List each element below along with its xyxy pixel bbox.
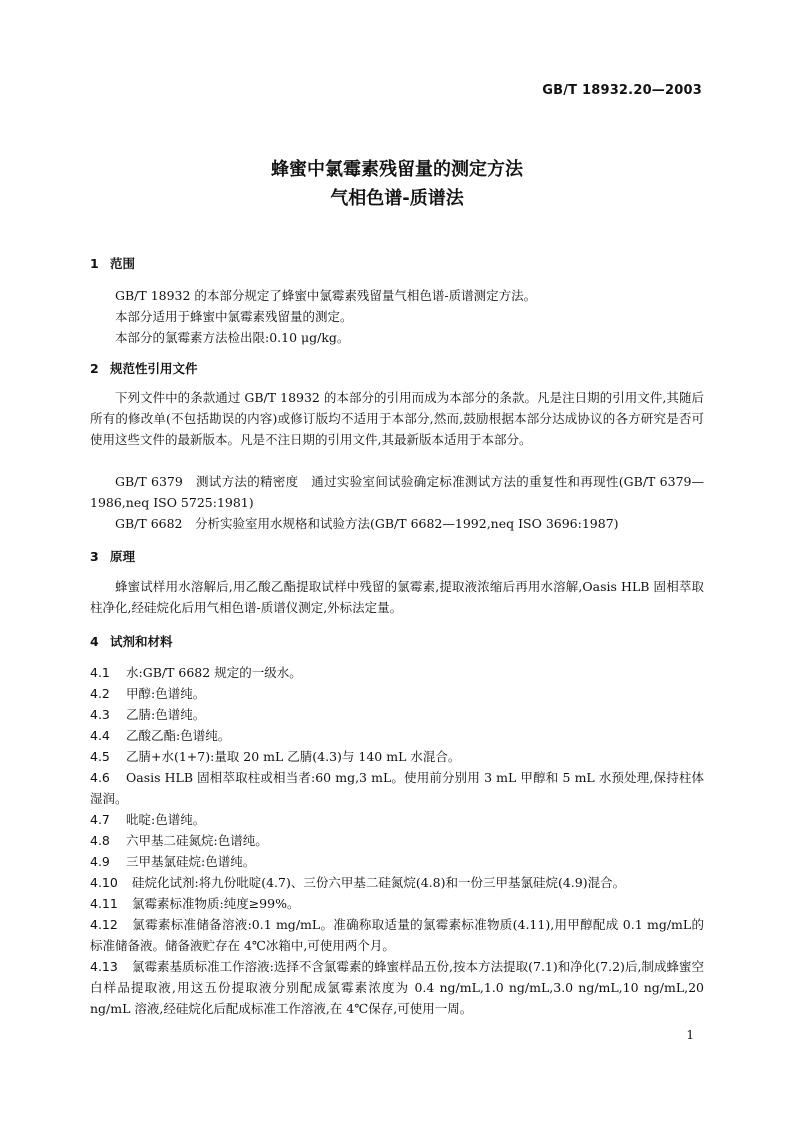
document-subtitle: 气相色谱-质谱法	[330, 188, 464, 209]
reagent-item	[90, 683, 704, 704]
reagent-item	[90, 914, 704, 956]
section-title: 试剂和材料	[110, 634, 173, 649]
section-title: 规范性引用文件	[110, 361, 198, 376]
reagent-text: 氯霉素基质标准工作溶液:选择不含氯霉素的蜂蜜样品五份,按本方法提取(7.1)和净化(7.2)后,制成蜂蜜空白样品提取液,用这五份提取液分别配成氯霉素浓度为 0.4 ng/mL,1.0 ng/mL,3.0 ng/mL,10 ng/mL,20 ng/mL 溶液,经硅烷化后配成标准工作溶液,在 4℃保存,可使用一周。	[90, 959, 704, 1016]
reagent-item	[90, 725, 704, 746]
reagent-number: 4.10	[90, 875, 118, 890]
reagent-item	[90, 746, 704, 767]
section-4-heading	[90, 632, 173, 650]
reference-item: GB/T 6682 分析实验室用水规格和试验方法(GB/T 6682—1992,neq ISO 3696:1987)	[115, 516, 619, 531]
scope-line: 本部分的氯霉素方法检出限:0.10 μg/kg。	[115, 330, 350, 345]
reagent-item	[90, 809, 704, 830]
reagent-text: 硅烷化试剂:将九份吡啶(4.7)、三份六甲基二硅氮烷(4.8)和一份三甲基氯硅烷(4.9)混合。	[132, 875, 626, 890]
reagent-number: 4.11	[90, 896, 118, 911]
reagent-number: 4.8	[90, 833, 110, 848]
reagent-number: 4.3	[90, 707, 110, 722]
reagent-text: 乙酸乙酯:色谱纯。	[126, 728, 231, 743]
reagent-number: 4.9	[90, 854, 110, 869]
reagent-text: 水:GB/T 6682 规定的一级水。	[126, 665, 302, 680]
reagent-text: 氯霉素标准储备溶液:0.1 mg/mL。准确称取适量的氯霉素标准物质(4.11),用甲醇配成 0.1 mg/mL的标准储备液。储备液贮存在 4℃冰箱中,可使用两个月。	[90, 917, 704, 953]
reagent-item	[90, 662, 704, 683]
standard-number: GB/T 18932.20—2003	[542, 83, 702, 98]
reagent-number: 4.6	[90, 770, 110, 785]
section-number: 2	[90, 361, 99, 376]
scope-line: GB/T 18932 的本部分规定了蜂蜜中氯霉素残留量气相色谱-质谱测定方法。	[115, 288, 537, 303]
reference-item: GB/T 6379 测试方法的精密度 通过实验室间试验确定标准测试方法的重复性和再现性(GB/T 6379—1986,neq ISO 5725:1981)	[90, 474, 704, 510]
reagent-item	[90, 956, 704, 1019]
reagent-number: 4.4	[90, 728, 110, 743]
reagent-item	[90, 851, 704, 872]
reagent-text: 氯霉素标准物质:纯度≥99%。	[132, 896, 300, 911]
reagent-number: 4.2	[90, 686, 110, 701]
reagent-number: 4.13	[90, 959, 118, 974]
scope-line: 本部分适用于蜂蜜中氯霉素残留量的测定。	[115, 309, 353, 324]
section-title: 范围	[110, 256, 136, 271]
reagent-number: 4.1	[90, 665, 110, 680]
section-3-heading	[90, 547, 135, 565]
reagent-text: 乙腈+水(1+7):量取 20 mL 乙腈(4.3)与 140 mL 水混合。	[126, 749, 461, 764]
section-2-heading	[90, 359, 198, 377]
reagent-number: 4.12	[90, 917, 118, 932]
section-number: 3	[90, 549, 99, 564]
reagent-number: 4.5	[90, 749, 110, 764]
reagent-text: 甲醇:色谱纯。	[126, 686, 206, 701]
document-title: 蜂蜜中氯霉素残留量的测定方法	[271, 159, 523, 180]
reagent-item	[90, 893, 704, 914]
principle-paragraph: 蜂蜜试样用水溶解后,用乙酸乙酯提取试样中残留的氯霉素,提取液浓缩后再用水溶解,Oasis HLB 固相萃取柱净化,经硅烷化后用气相色谱-质谱仪测定,外标法定量。	[90, 579, 704, 615]
reagent-number: 4.7	[90, 812, 110, 827]
reagent-text: 六甲基二硅氮烷:色谱纯。	[126, 833, 268, 848]
reagent-text: Oasis HLB 固相萃取柱或相当者:60 mg,3 mL。使用前分别用 3 mL 甲醇和 5 mL 水预处理,保持柱体湿润。	[90, 770, 704, 806]
reagent-text: 吡啶:色谱纯。	[126, 812, 206, 827]
reagent-text: 乙腈:色谱纯。	[126, 707, 206, 722]
reagent-text: 三甲基氯硅烷:色谱纯。	[126, 854, 256, 869]
section-title: 原理	[110, 549, 136, 564]
section-1-heading	[90, 254, 135, 272]
reagent-item	[90, 704, 704, 725]
references-paragraph: 下列文件中的条款通过 GB/T 18932 的本部分的引用而成为本部分的条款。凡是注日期的引用文件,其随后所有的修改单(不包括勘误的内容)或修订版均不适用于本部分,然而,鼓励根据本部分达成协议的各方研究是否可使用这些文件的最新版本。凡是不注日期的引用文件,其最新版本适用于本部分。	[90, 390, 704, 447]
reagent-item	[90, 767, 704, 809]
page-number: 1	[686, 1028, 694, 1042]
reagent-item	[90, 872, 704, 893]
section-number: 1	[90, 256, 99, 271]
reagent-item	[90, 830, 704, 851]
section-number: 4	[90, 634, 99, 649]
